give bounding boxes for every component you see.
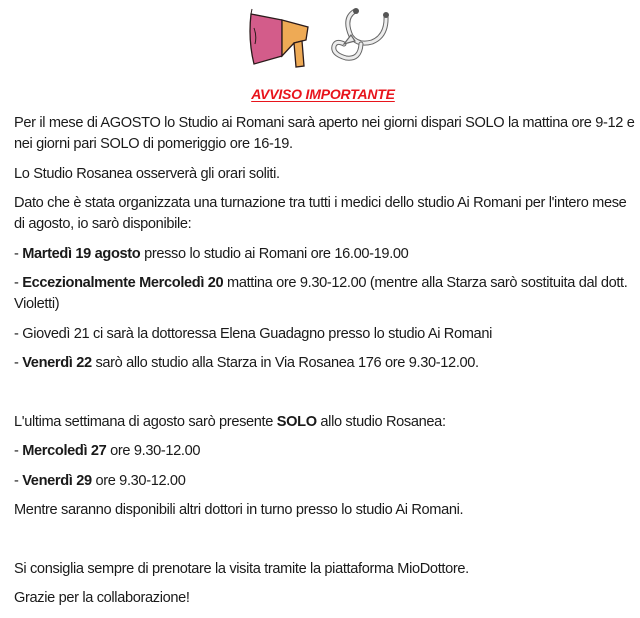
paragraph-booking-advice: Si consiglia sempre di prenotare la visita tramite la piattaforma MioDottore. <box>14 560 469 577</box>
schedule-item: - Eccezionalmente Mercoledì 20 mattina ore 9.30-12.00 (mentre alla Starza sarò sostituita dal dott. Violetti) <box>14 275 628 312</box>
paragraph-rotation-intro: Dato che è stata organizzata una turnazione tra tutti i medici dello studio Ai Romani per l'intero mese di agosto, io sarò disponibile: <box>14 195 627 232</box>
megaphone-icon <box>250 9 308 67</box>
paragraph-august-hours: Per il mese di AGOSTO lo Studio ai Romani sarà aperto nei giorni dispari SOLO la mattina ore 9-12 e nei giorni pari SOLO di pomeriggio ore 16-19. <box>14 115 635 152</box>
stethoscope-icon <box>334 8 389 58</box>
paragraph-rosanea-hours: Lo Studio Rosanea osserverà gli orari soliti. <box>14 165 280 182</box>
megaphone-stethoscope-illustration <box>248 6 398 68</box>
spacer <box>14 383 636 412</box>
paragraph-last-week: L'ultima settimana di agosto sarò presente SOLO allo studio Rosanea: <box>14 413 446 430</box>
header-illustration <box>248 6 398 68</box>
paragraph-thanks: Grazie per la collaborazione! <box>14 590 190 606</box>
schedule-item: - Martedì 19 agosto presso lo studio ai Romani ore 16.00-19.00 <box>14 245 409 262</box>
schedule-item: - Venerdì 29 ore 9.30-12.00 <box>14 472 186 489</box>
notice-body <box>14 113 636 618</box>
schedule-item: - Giovedì 21 ci sarà la dottoressa Elena Guadagno presso lo studio Ai Romani <box>14 325 492 342</box>
schedule-item: - Venerdì 22 sarò allo studio alla Starza in Via Rosanea 176 ore 9.30-12.00. <box>14 355 479 371</box>
paragraph-other-doctors: Mentre saranno disponibili altri dottori in turno presso lo studio Ai Romani. <box>14 502 464 518</box>
notice-title: AVVISO IMPORTANTE <box>251 86 395 102</box>
spacer <box>14 530 636 559</box>
schedule-item: - Mercoledì 27 ore 9.30-12.00 <box>14 443 201 459</box>
